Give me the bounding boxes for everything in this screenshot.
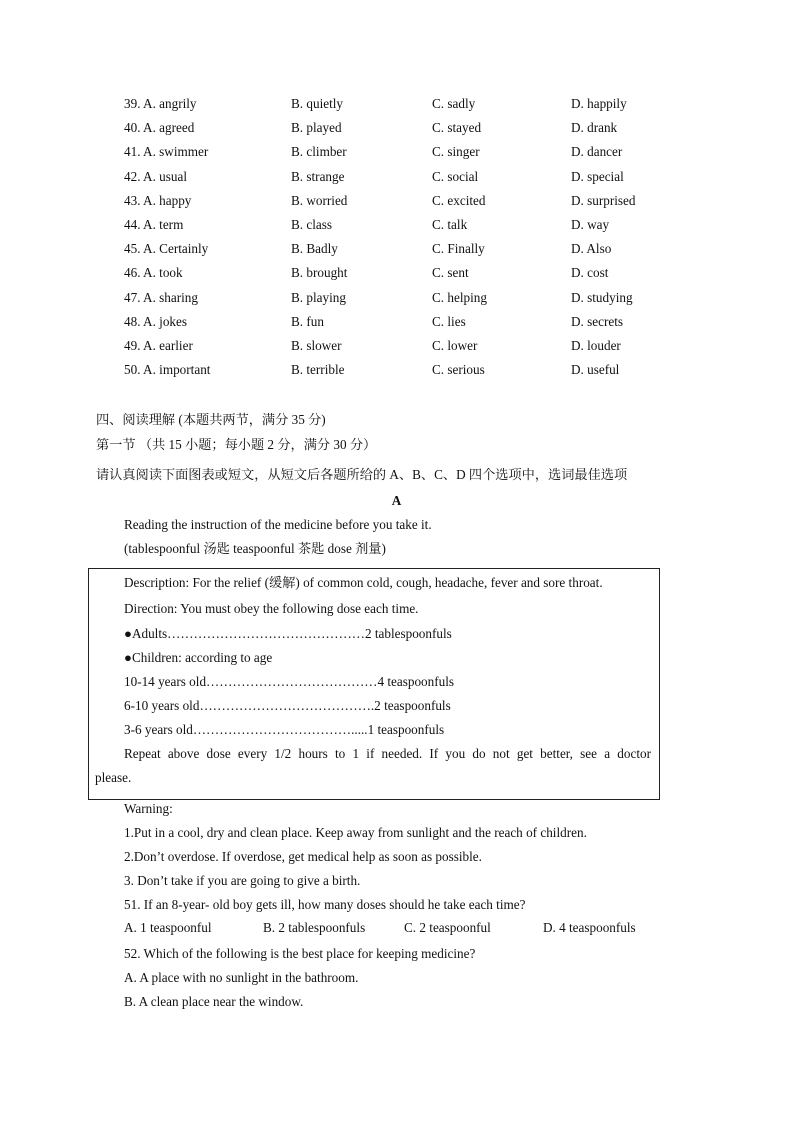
cloze-option-row bbox=[124, 119, 684, 143]
cloze-option-c[interactable]: C. singer bbox=[432, 144, 480, 160]
q52-option-a[interactable]: A. A place with no sunlight in the bathroom. bbox=[124, 970, 359, 985]
cloze-option-d[interactable]: D. louder bbox=[571, 337, 621, 353]
cloze-option-a[interactable]: 39. A. angrily bbox=[124, 96, 197, 111]
children-dose: ●Children: according to age bbox=[124, 650, 273, 665]
warning-2: 2.Don’t overdose. If overdose, get medical help as soon as possible. bbox=[124, 849, 482, 864]
cloze-option-b[interactable]: B. terrible bbox=[291, 362, 345, 378]
cloze-option-c[interactable]: C. helping bbox=[432, 289, 487, 305]
cloze-option-d[interactable]: D. useful bbox=[571, 362, 620, 378]
q51-option-c[interactable]: C. 2 teaspoonful bbox=[404, 920, 491, 935]
age-dose-6-10: 6-10 years old………………………………….2 teaspoonfuls bbox=[124, 698, 451, 713]
cloze-option-b[interactable]: B. climber bbox=[291, 144, 347, 160]
passage-label: A bbox=[391, 493, 402, 508]
warning-3: 3. Don’t take if you are going to give a birth. bbox=[124, 873, 361, 888]
cloze-option-d[interactable]: D. surprised bbox=[571, 192, 636, 208]
cloze-option-a[interactable]: 42. A. usual bbox=[124, 168, 188, 184]
cloze-option-b[interactable]: B. Badly bbox=[291, 241, 338, 257]
cloze-option-a[interactable]: 47. A. sharing bbox=[124, 289, 198, 305]
cloze-option-c[interactable]: C. talk bbox=[432, 216, 468, 232]
cloze-option-a[interactable]: 41. A. swimmer bbox=[124, 144, 209, 160]
cloze-option-b[interactable]: B. brought bbox=[291, 265, 348, 281]
cloze-option-row bbox=[124, 289, 684, 313]
cloze-option-a[interactable]: 46. A. took bbox=[124, 265, 183, 281]
warning-1: 1.Put in a cool, dry and clean place. Keep away from sunlight and the reach of children. bbox=[124, 825, 587, 840]
cloze-option-a[interactable]: 45. A. Certainly bbox=[124, 241, 209, 257]
cloze-option-b[interactable]: B. class bbox=[291, 216, 333, 232]
question-51-options bbox=[124, 920, 664, 938]
warning-label: Warning: bbox=[124, 801, 173, 816]
cloze-option-row bbox=[124, 264, 684, 288]
cloze-option-d[interactable]: D. studying bbox=[571, 289, 633, 305]
section-heading: 四、阅读理解 (本题共两节，满分 35 分) bbox=[96, 412, 326, 427]
cloze-option-d[interactable]: D. special bbox=[571, 168, 624, 184]
cloze-option-b[interactable]: B. strange bbox=[291, 168, 345, 184]
cloze-option-b[interactable]: B. played bbox=[291, 120, 342, 136]
q52-option-b[interactable]: B. A clean place near the window. bbox=[124, 994, 304, 1009]
cloze-option-row bbox=[124, 168, 684, 192]
passage-intro: Reading the instruction of the medicine before you take it. bbox=[124, 517, 432, 532]
age-dose-10-14: 10-14 years old…………………………………4 teaspoonfuls bbox=[124, 674, 455, 689]
cloze-option-row bbox=[124, 337, 684, 361]
cloze-option-d[interactable]: D. Also bbox=[571, 241, 612, 257]
cloze-option-a[interactable]: 40. A. agreed bbox=[124, 120, 195, 136]
description-text: Description: For the relief (缓解) of common cold, cough, headache, fever and sore throat. bbox=[124, 575, 603, 590]
cloze-option-c[interactable]: C. lies bbox=[432, 313, 466, 329]
q51-option-b[interactable]: B. 2 tablespoonfuls bbox=[263, 920, 366, 935]
repeat-text: Repeat above dose every 1/2 hours to 1 if needed. If you do not get better, see a doctor bbox=[124, 746, 651, 761]
instruction-text: 请认真阅读下面图表或短文，从短文后各题所给的 A、B、C、D 四个选项中，选词最佳选项 bbox=[96, 467, 628, 482]
cloze-option-d[interactable]: D. happily bbox=[571, 96, 627, 111]
cloze-option-row bbox=[124, 313, 684, 337]
vocab-note: (tablespoonful 汤匙 teaspoonful 茶匙 dose 剂量) bbox=[124, 541, 386, 556]
cloze-option-c[interactable]: C. sent bbox=[432, 265, 469, 281]
cloze-option-c[interactable]: C. Finally bbox=[432, 241, 485, 257]
cloze-option-row bbox=[124, 216, 684, 240]
age-dose-3-6: 3-6 years old……………………………….....1 teaspoonfuls bbox=[124, 722, 445, 737]
part-heading: 第一节 （共 15 小题；每小题 2 分，满分 30 分） bbox=[96, 437, 377, 452]
adults-dose: ●Adults………………………………………2 tablespoonfuls bbox=[124, 626, 452, 641]
cloze-option-c[interactable]: C. excited bbox=[432, 192, 486, 208]
cloze-option-c[interactable]: C. lower bbox=[432, 337, 478, 353]
cloze-option-a[interactable]: 43. A. happy bbox=[124, 192, 192, 208]
cloze-option-a[interactable]: 44. A. term bbox=[124, 216, 184, 232]
question-51-stem: 51. If an 8-year- old boy gets ill, how many doses should he take each time? bbox=[124, 897, 526, 912]
cloze-option-d[interactable]: D. drank bbox=[571, 120, 618, 136]
cloze-option-d[interactable]: D. cost bbox=[571, 265, 609, 281]
cloze-option-b[interactable]: B. fun bbox=[291, 313, 324, 329]
cloze-options-list bbox=[124, 95, 684, 385]
cloze-option-a[interactable]: 48. A. jokes bbox=[124, 313, 188, 329]
direction-text: Direction: You must obey the following dose each time. bbox=[124, 601, 419, 616]
cloze-option-a[interactable]: 49. A. earlier bbox=[124, 337, 193, 353]
medicine-instruction-box bbox=[88, 568, 660, 800]
repeat-text-cont: please. bbox=[95, 770, 132, 785]
cloze-option-row bbox=[124, 143, 684, 167]
cloze-option-b[interactable]: B. worried bbox=[291, 192, 348, 208]
cloze-option-row bbox=[124, 192, 684, 216]
cloze-option-row bbox=[124, 95, 684, 119]
cloze-option-c[interactable]: C. social bbox=[432, 168, 479, 184]
cloze-option-row bbox=[124, 240, 684, 264]
cloze-option-a[interactable]: 50. A. important bbox=[124, 362, 211, 378]
cloze-option-d[interactable]: D. secrets bbox=[571, 313, 623, 329]
cloze-option-b[interactable]: B. slower bbox=[291, 337, 342, 353]
cloze-option-c[interactable]: C. sadly bbox=[432, 96, 476, 111]
cloze-option-d[interactable]: D. dancer bbox=[571, 144, 623, 160]
cloze-option-c[interactable]: C. stayed bbox=[432, 120, 482, 136]
cloze-option-row bbox=[124, 361, 684, 385]
cloze-option-b[interactable]: B. quietly bbox=[291, 96, 344, 111]
question-52-stem: 52. Which of the following is the best place for keeping medicine? bbox=[124, 946, 476, 961]
q51-option-a[interactable]: A. 1 teaspoonful bbox=[124, 920, 212, 935]
cloze-option-c[interactable]: C. serious bbox=[432, 362, 485, 378]
cloze-option-b[interactable]: B. playing bbox=[291, 289, 346, 305]
cloze-option-d[interactable]: D. way bbox=[571, 216, 610, 232]
q51-option-d[interactable]: D. 4 teaspoonfuls bbox=[543, 920, 636, 935]
